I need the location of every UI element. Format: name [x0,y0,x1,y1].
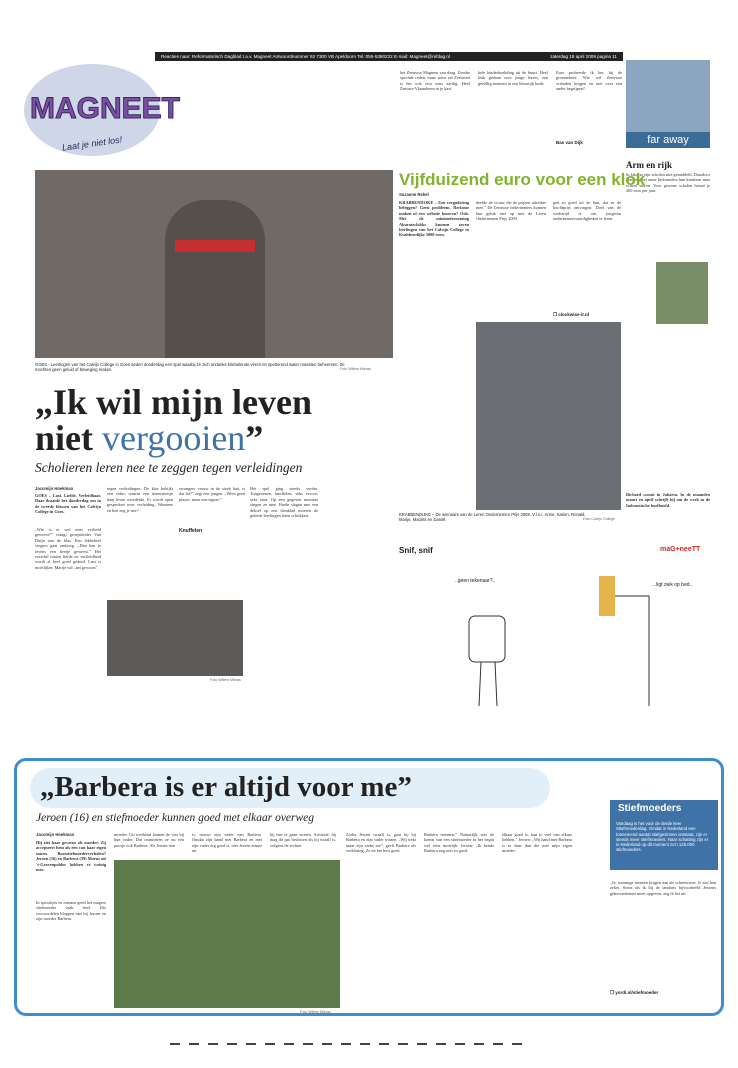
body-col-4: Het spel ging steeds verder. Tongzoenen, knuffelen, seks ervoor, seks erna. Op een gegeven moment zingen ze mee. Harde slagen met een deksel op een dienblad moeten de geleide leerlingen laten schrikken. [250,486,318,519]
barbera-photo [114,860,340,1008]
svg-text:Laat je niet los!: Laat je niet los! [61,134,123,153]
columnist-photo [626,60,710,132]
knuffelen-subhead: Knuffelen [179,528,203,534]
author: Jacomijn Hoekman [35,486,74,491]
klok-photo-credit: Foto Calvijn College [583,517,616,521]
speech-bubble-left: ..geen tekenaar?.. [455,578,496,584]
klok-caption: KRABBENDIJKE – De winnaars van de Leren Ondernemen Prijs 2009. V.l.n.r. Anne, Sarien, Ronald, Marije, Maurits en Daniël. [399,512,586,523]
classroom-photo [107,600,243,676]
masthead-bar [155,52,623,61]
barbera-author: Jacomijn Hoekman [36,832,75,837]
intro-text-3: Euro probeerde ik het, bij de groenteboer. Wie wil Zeeuwse vrienden krijgen en niet over een ander begrijpen? [556,70,622,92]
klok-footer: ❐ clockwise-it.nl [553,312,590,317]
klok-col-2: deelde de vrouw die de prijzen uitreikte mee.” De Zeeuwse ondernemers kunnen hun geluk niet op met de Leren Ondernemen Prijs 2009. [476,200,546,222]
headline-2: niet vergooien” [35,418,264,458]
stiefmoeders-footer: ❐ yordi.nl/stiefmoeder [610,990,659,995]
intro-text-2: hele kinderboekding uit de buurt. Heel leuk gedaan voor jonge lezers, een gezellig moment in een kleurrijk boek. [478,70,548,86]
top-photo-caption: GOES - Leerlingen van het Calvijn College in Goes deden donderdag een spel waarbij ze zich ondanks kriebelende veren en spetterend water moesten beheersen. Ze mochten geen geluid of beweging maken. [35,362,345,373]
barbera-col-4: bij hen te gaan wonen. Achteraf; hij mag dit pas beslissen als hij twaalf is, volgens de rechter. [270,832,336,848]
barbera-col-8: „Je, sommige mensen krijgen aan als schreeuwen. Je ziet hen zeker. Soms als ik bij de tandarts bijvoorbeeld Jeroens geboortedatum moet opgeven, zeg ik het uit. [610,880,716,896]
speech-bubble-right: ...ligt ziek op bed.. [652,582,693,588]
far-away-label: far away [626,132,710,148]
intro-text-1: het Zeeuwse Magneet van daag. Zonder speciale reden, maar soms zie Zeeuwen is het ook eest eens aardig. Heel Zeeuws-Vlaanderen in je kast. [400,70,470,92]
intro-signoff: Bas van Dijk [556,140,583,145]
sidebar-photo [656,262,708,324]
body-col-1: „Wie is er wel eens verliefd geweest?” vraagt groepsleider Van Duijn aan de klas. Een lekkebeel vingers gaat omhoog. „Dan ben je tevens een beetje geweest.” Het verschil tussen liefde en verliefdheid wordt al heel goed geduid. Lust is moeilijker. Marije wil „het gewoon”. [35,527,101,570]
klok-photo [476,322,621,510]
barbera-headline: „Barbera is er altijd voor me” [40,771,412,803]
barbera-col-3: is, trouwt zijn vader met Barbera. Omdat zijn band met Barbera en met zijn vader erg goed is, niet Jeroen ermee uit [192,832,262,854]
contact-line: Reacties naar: Reformatorisch Dagblad t.a.v. Magneet Antwoordnummer 92 7300 VB Apeldoorn Tel.:055-5390222 E-mail: Magneet@refdag.nl [161,54,450,59]
barbera-col-6: Barbera noemen.” Natuurlijk was de komst van een stiefmoeder in het begin wel eens moeilijk. Jeroen: „Ik kende Barbera nog niet zo goed. [424,832,494,854]
klok-col-3: gen zo goed uit de hun, dat ze de hoofdprijs ontvingen. Doel van de wedstrijd is om jongeren ondernemersvaardigheden te leren. [553,200,621,222]
svg-text:MAGNEET: MAGNEET [30,92,180,125]
stiefmoeders-title: Stiefmoeders [610,800,718,818]
magneet-logo [22,58,180,162]
barbera-lead: Hij ziet haar gewoon als moeder. Zij accepteert hem als een van haar eigen zonen. Boosstiefmoederverhalen? Jeroen (16) en Barbera (39) Moens uit 's-Gravenpolder hebben er weinig mee. [36,840,106,873]
stiefmoeders-body: Vandaag is het voor de derde keer Stiefmoederdag. Omdat in Nederland een toenemend aantal stiefgezinnen ontstaat, zijn er steeds meer stiefmoeders. Naar schatting zijn er in Nederland op dit moment zo'n 125.000 stiefmoeders. [610,818,718,870]
top-photo-credit: Foto Willem Mieras [340,367,371,371]
barbera-subheadline: Jeroen (16) en stiefmoeder kunnen goed met elkaar overweg [36,812,315,824]
print-marks [170,1032,531,1050]
barbera-col-2: moeder. Uit weekend komen de vier bij hun vader. Dat ontmoeten ze nu een poosje ook Barbera. Als Jeroen tien [114,832,184,848]
barbera-col-7: elkaar goed is, kun je veel van elkaar hebben.” Jeroen: „Wij hand met Barbera is er daar dan die met mijn eigen moeder. [502,832,572,854]
body-col-2: tegen verleidingen. De klas bekijkt een video waarin een tienermeisje haar leven overdenkt. Er wordt open gesproken over verleiding. Wanneer en hoe zeg je nee? [107,486,173,513]
blindfold-photo [35,170,393,358]
barbera-col-5: Zodra Jeroen twaalf is, gaat hij bij Barbera en zijn vader wonen. „Wij trekt maar zijn vader toe”, geeft Barbera als verklaring. Ze zit het best goed. [346,832,416,854]
cartoon-title: Snif, snif [399,546,433,555]
klok-headline: Vijfduizend euro voor een klok [399,170,646,189]
subheadline: Scholieren leren nee te zeggen tegen verleidingen [35,460,303,475]
sidebar-signoff: Richard woont in Jakarta. In de maanden maart en april schrijft hij om de week in de Indonesische boefhoofd. [626,492,710,508]
sidebar-body: In Jakarta zijn scholen niet gemiddeld. Daardoor kennen veel arme Indonesiërs hun kinderen naar school sturen. Voor gewone scholen betaal je 200 euro per jaar. [626,172,710,194]
klok-author: Suzanne Rebel [399,192,429,197]
barbera-col-1: In sprookjes en romans geeft het magere stiefmoeder vaak leed. Die vooroordelen kloppen niet bij Jeroen en zijn moeder Barbera. [36,900,106,922]
lead: GOES – Lust. Liefde. Verleidbaar. Daar draaide het donderdag om in de tweede klassen van het Calvijn College in Goes. [35,493,101,515]
body-col-3: zwangere vrouw in de steek laat, is dat laf?” zegt een jongen. „Wees geen player, maar een signer.” [179,486,245,502]
klok-col-1: KRABBENDIJKE – Een vergadering beleggen? Geen probleem. Reclame maken of een website bouwen? Ook. Met de minionderneming Akurateclokks kunnen zeven leerlingen van het Calvijn College in Krabbendijke 5000 euro. [399,200,469,238]
sidebar-title: Arm en rijk [626,160,672,170]
cartoon-brand: maG+neeTT [660,546,701,553]
barbera-photo-credit: Foto Willem Mieras [300,1010,331,1014]
headline-1: „Ik wil mijn leven [35,382,313,422]
date-page: zaterdag 18 april 2009 pagina 11 [550,54,617,59]
second-photo-credit: Foto Willem Mieras [210,678,241,682]
